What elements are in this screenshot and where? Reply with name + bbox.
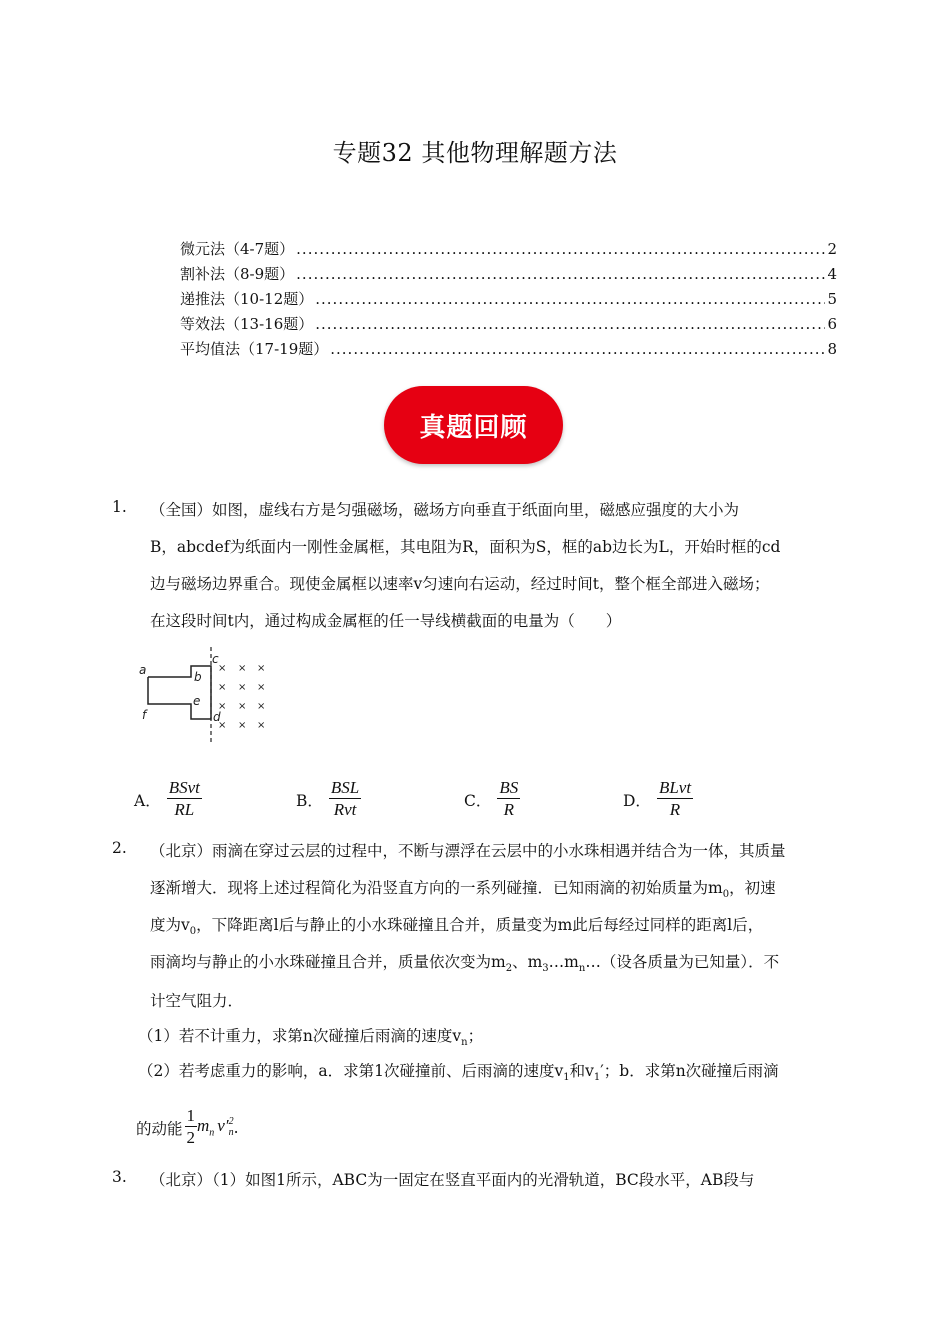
- metal-frame-figure: [134, 645, 274, 745]
- option-fraction: [329, 778, 361, 821]
- toc-entry-page: 5: [827, 290, 837, 308]
- toc-entry-label: 递推法（10-12题）: [180, 290, 314, 308]
- option-c[interactable]: [464, 778, 520, 821]
- toc-entry-label: 等效法（13-16题）: [180, 315, 314, 333]
- ke-fraction: [185, 1106, 198, 1149]
- option-letter: D．: [623, 791, 651, 810]
- option-fraction: [167, 778, 202, 821]
- question-text-line: （北京）（1）如图1所示，ABC为一固定在竖直平面内的光滑轨道，BC段水平，AB段与: [150, 1171, 755, 1189]
- toc-entry-page: 2: [827, 240, 837, 258]
- svg-text:×: ×: [238, 720, 247, 731]
- toc-entry[interactable]: [180, 263, 837, 288]
- table-of-contents: [180, 238, 837, 363]
- svg-text:×: ×: [257, 682, 266, 693]
- question-number: 3.: [112, 1168, 127, 1186]
- option-letter: B．: [296, 791, 323, 810]
- question-number: 2.: [112, 839, 127, 857]
- fraction-numerator: BSL: [330, 778, 360, 797]
- fraction-denominator: 2: [186, 1128, 196, 1147]
- question-text-line: 逐渐增大．现将上述过程简化为沿竖直方向的一系列碰撞．已知雨滴的初始质量为$m_0$，初速: [150, 879, 776, 901]
- section-banner-label: 真题回顾: [419, 412, 528, 443]
- fraction-numerator: 1: [186, 1106, 196, 1125]
- svg-text:×: ×: [238, 701, 247, 712]
- ke-prefix: 的动能: [136, 1119, 183, 1138]
- label-d: d: [213, 710, 221, 724]
- toc-entry-page: 8: [827, 340, 837, 358]
- fraction-numerator: BSvt: [168, 778, 200, 797]
- question-text-line: 在这段时间t内，通过构成金属框的任一导线横截面的电量为（ ）: [150, 612, 622, 630]
- label-a: a: [139, 663, 147, 677]
- section-banner: [384, 386, 563, 464]
- label-c: c: [212, 652, 219, 666]
- question-text-line: （全国）如图，虚线右方是匀强磁场，磁场方向垂直于纸面向里，磁感应强度的大小为: [150, 501, 740, 519]
- toc-entry[interactable]: [180, 313, 837, 338]
- svg-text:×: ×: [257, 701, 266, 712]
- magnetic-field-crosses: [218, 663, 265, 731]
- svg-text:×: ×: [218, 663, 227, 674]
- fraction-denominator: R: [503, 800, 515, 819]
- toc-entry[interactable]: [180, 288, 837, 313]
- toc-leader-dots: [330, 340, 825, 358]
- question-text-line: 计空气阻力．: [150, 992, 244, 1010]
- fraction-numerator: BS: [499, 778, 519, 797]
- toc-entry[interactable]: [180, 238, 837, 263]
- option-d[interactable]: [623, 778, 693, 821]
- svg-text:×: ×: [218, 701, 227, 712]
- sub-question-2: （2）若考虑重力的影响，a．求第1次碰撞前、后雨滴的速度$v_1$和$v_1'$；b．求第n次碰撞后雨滴: [138, 1062, 779, 1084]
- label-f: f: [142, 708, 147, 722]
- sub-question-1: （1）若不计重力，求第n次碰撞后雨滴的速度$v_n$；: [138, 1027, 484, 1049]
- toc-leader-dots: [296, 265, 825, 283]
- ke-end: .: [233, 1118, 239, 1137]
- toc-leader-dots: [296, 240, 825, 258]
- toc-entry-page: 4: [827, 265, 837, 283]
- question-text-line: （北京）雨滴在穿过云层的过程中，不断与漂浮在云层中的小水珠相遇并结合为一体，其质量: [150, 842, 786, 860]
- svg-text:×: ×: [238, 682, 247, 693]
- svg-text:×: ×: [257, 663, 266, 674]
- ke-formula: $m_n$ v′ 2 n: [197, 1116, 234, 1139]
- toc-leader-dots: [315, 290, 825, 308]
- option-fraction: [497, 778, 520, 821]
- toc-entry-label: 微元法（4-7题）: [180, 240, 295, 258]
- fraction-denominator: Rvt: [333, 800, 357, 819]
- svg-text:×: ×: [218, 720, 227, 731]
- page-title: 专题32 其他物理解题方法: [332, 139, 618, 167]
- toc-entry-label: 割补法（8-9题）: [180, 265, 295, 283]
- question-text-line: 雨滴均与静止的小水珠碰撞且合并，质量依次变为$m_2$、$m_3\dots m_n\dots$（设各质量为已知量）．不: [150, 953, 780, 975]
- toc-leader-dots: [315, 315, 825, 333]
- question-number: 1.: [112, 498, 127, 516]
- question-text-line: B，abcdef为纸面内一刚性金属框，其电阻为R，面积为S，框的ab边长为L，开始时框的cd: [150, 538, 781, 556]
- fraction-denominator: R: [669, 800, 681, 819]
- option-letter: A．: [134, 791, 161, 810]
- option-a[interactable]: [134, 778, 202, 821]
- option-letter: C．: [464, 791, 492, 810]
- label-e: e: [193, 694, 201, 708]
- question-text-line: 边与磁场边界重合。现使金属框以速率v匀速向右运动，经过时间t，整个框全部进入磁场；: [150, 575, 770, 593]
- kinetic-energy-expression: [136, 1106, 239, 1149]
- svg-text:×: ×: [218, 682, 227, 693]
- svg-text:×: ×: [257, 720, 266, 731]
- toc-entry-page: 6: [827, 315, 837, 333]
- answer-options: [134, 778, 834, 828]
- svg-text:×: ×: [238, 663, 247, 674]
- toc-entry-label: 平均值法（17-19题）: [180, 340, 329, 358]
- label-b: b: [194, 670, 202, 684]
- option-b[interactable]: [296, 778, 361, 821]
- fraction-numerator: BLvt: [658, 778, 692, 797]
- toc-entry[interactable]: [180, 338, 837, 363]
- question-text-line: 度为$v_0$，下降距离l后与静止的小水珠碰撞且合并，质量变为m此后每经过同样的距离l后，: [150, 916, 764, 938]
- fraction-denominator: RL: [174, 800, 195, 819]
- option-fraction: [657, 778, 693, 821]
